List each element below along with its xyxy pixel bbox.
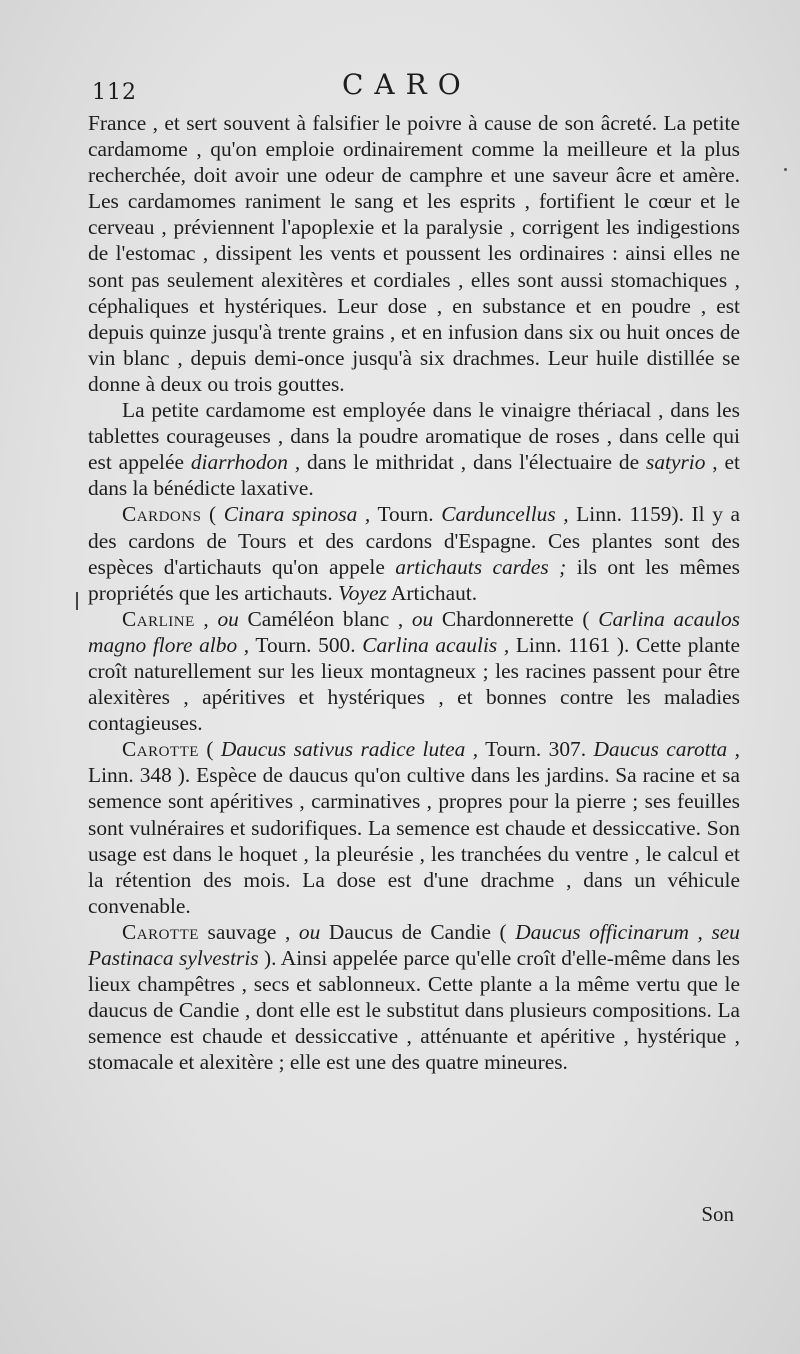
page-speck [784, 168, 787, 171]
entry-carline: Carline , ou Caméléon blanc , ou Chardonnerette ( Carlina acaulos magno flore albo , Tourn. 500. Carlina acaulis , Linn. 1161 ). Cette plante croît naturellement sur les lieux montagneux ; les racines passent pour être alexitères , apéritives et hystériques , et bonnes contre les maladies contagieuses. [88, 606, 740, 736]
page-number: 112 [92, 80, 137, 105]
entry-carotte: Carotte ( Daucus sativus radice lutea , Tourn. 307. Daucus carotta , Linn. 348 ). Espèce de daucus qu'on cultive dans les jardins. Sa racine et sa semence sont apéritives , carminatives , propres pour la pierre ; ses feuilles sont vulnéraires et sudorifiques. La semence est chaude et dessiccative. Son usage est dans le hoquet , la pleurésie , les tranchées du ventre , le calcul et la rétention des mois. La dose est d'une drachme , dans un véhicule convenable. [88, 737, 740, 918]
entry-headword: Carotte [122, 919, 199, 944]
entry-headword: Carotte [122, 737, 199, 762]
entry-carotte-sauvage: Carotte sauvage , ou Daucus de Candie ( Daucus officinarum , seu Pastinaca sylvestris ). Ainsi appelée parce qu'elle croît d'elle-même dans les lieux champêtres , secs et sablonneux. Cette plante a la même vertu que le daucus de Candie , dont elle est le substitut dans plusieurs compositions. La semence est chaude et dessiccative , atténuante et apéritive , hystérique , stomacale et alexitère ; elle est une des quatre mineures. [88, 919, 740, 1075]
page-header [92, 64, 740, 104]
entry-cardons: Cardons ( Cinara spinosa , Tourn. Carduncellus , Linn. 1159). Il y a des cardons de Tours et des cardons d'Espagne. Ces plantes sont des espèces d'artichauts qu'on appele artichauts cardes ; ils ont les mêmes propriétés que les artichauts. Voyez Artichaut. [88, 502, 740, 605]
running-head: CARO [342, 68, 472, 101]
body-text [88, 110, 740, 1075]
catchword: Son [701, 1202, 734, 1226]
paragraph-petite-cardamome: La petite cardamome est employée dans le vinaigre thériacal , dans les tablettes courageuses , dans la poudre aromatique de roses , dans celle qui est appelée diarrhodon , dans le mithridat , dans l'électuaire de satyrio , et dans la bénédicte laxative. [88, 398, 740, 501]
entry-headword: Cardons [122, 502, 202, 527]
entry-headword: Carline [122, 606, 195, 631]
paragraph-cardamome-continued: France , et sert souvent à falsifier le poivre à cause de son âcreté. La petite cardamome , qu'on emploie ordinairement comme la meilleure et la plus recherchée, doit avoir une odeur de camphre et une saveur âcre et amère. Les cardamomes raniment le sang et les esprits , fortifient le cœur et le cerveau , préviennent l'apoplexie et la paralysie , corrigent les indigestions de l'estomac , dissipent les vents et poussent les ordinaires : ainsi elles ne sont pas seulement alexitères et cordiales , elles sont aussi stomachiques , céphaliques et hystériques. Leur dose , en substance et en poudre , est depuis quinze jusqu'à trente grains , et en infusion dans six ou huit onces de vin blanc , depuis demi-once jusqu'à six drachmes. Leur huile distillée se donne à deux ou trois gouttes. [88, 111, 740, 396]
margin-mark [76, 592, 78, 610]
